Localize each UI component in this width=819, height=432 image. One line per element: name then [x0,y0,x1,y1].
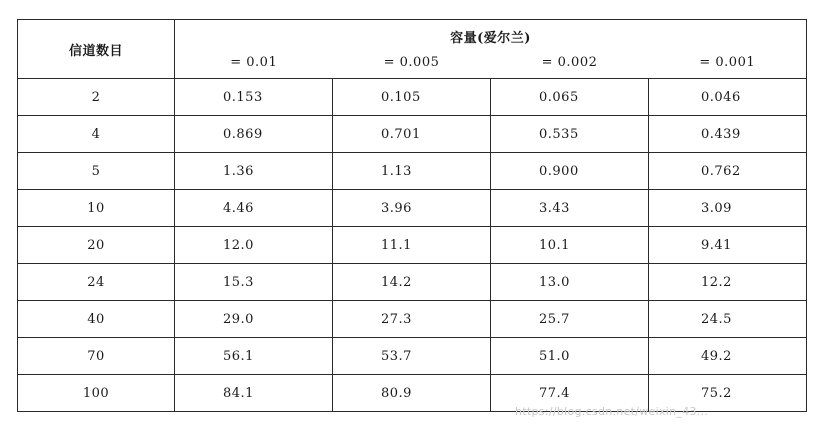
capacity-cell: 53.7 [333,338,491,375]
capacity-cell: 49.2 [649,338,807,375]
table-row [18,301,807,338]
channels-cell: 70 [18,338,175,375]
capacity-cell: 51.0 [491,338,649,375]
table-row [18,153,807,190]
blocking-header-3: = 0.002 [491,46,649,79]
channels-cell: 10 [18,190,175,227]
capacity-cell: 0.900 [491,153,649,190]
capacity-cell: 27.3 [333,301,491,338]
capacity-cell: 29.0 [175,301,333,338]
channels-cell: 2 [18,79,175,116]
capacity-cell: 3.43 [491,190,649,227]
watermark-text: https://blog.csdn.net/weixin_43... [515,405,709,418]
capacity-header: 容量(爱尔兰) [175,20,807,47]
channels-header: 信道数目 [18,20,175,79]
capacity-cell: 75.2 [649,375,807,412]
capacity-cell: 9.41 [649,227,807,264]
table-row [18,264,807,301]
capacity-cell: 11.1 [333,227,491,264]
capacity-cell: 0.153 [175,79,333,116]
capacity-cell: 10.1 [491,227,649,264]
capacity-cell: 77.4 [491,375,649,412]
table-body [18,79,807,412]
table-row [18,190,807,227]
channels-cell: 20 [18,227,175,264]
capacity-cell: 0.439 [649,116,807,153]
capacity-cell: 1.36 [175,153,333,190]
capacity-cell: 12.2 [649,264,807,301]
channels-cell: 4 [18,116,175,153]
capacity-cell: 1.13 [333,153,491,190]
table-row [18,79,807,116]
capacity-cell: 3.09 [649,190,807,227]
capacity-cell: 0.762 [649,153,807,190]
capacity-cell: 14.2 [333,264,491,301]
capacity-cell: 80.9 [333,375,491,412]
capacity-cell: 15.3 [175,264,333,301]
table-header [18,20,807,79]
capacity-cell: 3.96 [333,190,491,227]
capacity-cell: 56.1 [175,338,333,375]
blocking-header-1: = 0.01 [175,46,333,79]
capacity-cell: 84.1 [175,375,333,412]
channels-cell: 100 [18,375,175,412]
capacity-cell: 24.5 [649,301,807,338]
capacity-cell: 0.869 [175,116,333,153]
channels-cell: 40 [18,301,175,338]
capacity-cell: 13.0 [491,264,649,301]
capacity-cell: 0.701 [333,116,491,153]
capacity-cell: 12.0 [175,227,333,264]
capacity-cell: 0.065 [491,79,649,116]
capacity-cell: 4.46 [175,190,333,227]
erlang-capacity-table [17,19,807,412]
table-row [18,338,807,375]
channels-cell: 24 [18,264,175,301]
capacity-cell: 25.7 [491,301,649,338]
channels-cell: 5 [18,153,175,190]
blocking-header-4: = 0.001 [649,46,807,79]
table-row [18,116,807,153]
erlang-capacity-table-container [17,19,807,421]
blocking-header-2: = 0.005 [333,46,491,79]
capacity-cell: 0.046 [649,79,807,116]
table-row [18,227,807,264]
capacity-cell: 0.535 [491,116,649,153]
capacity-cell: 0.105 [333,79,491,116]
